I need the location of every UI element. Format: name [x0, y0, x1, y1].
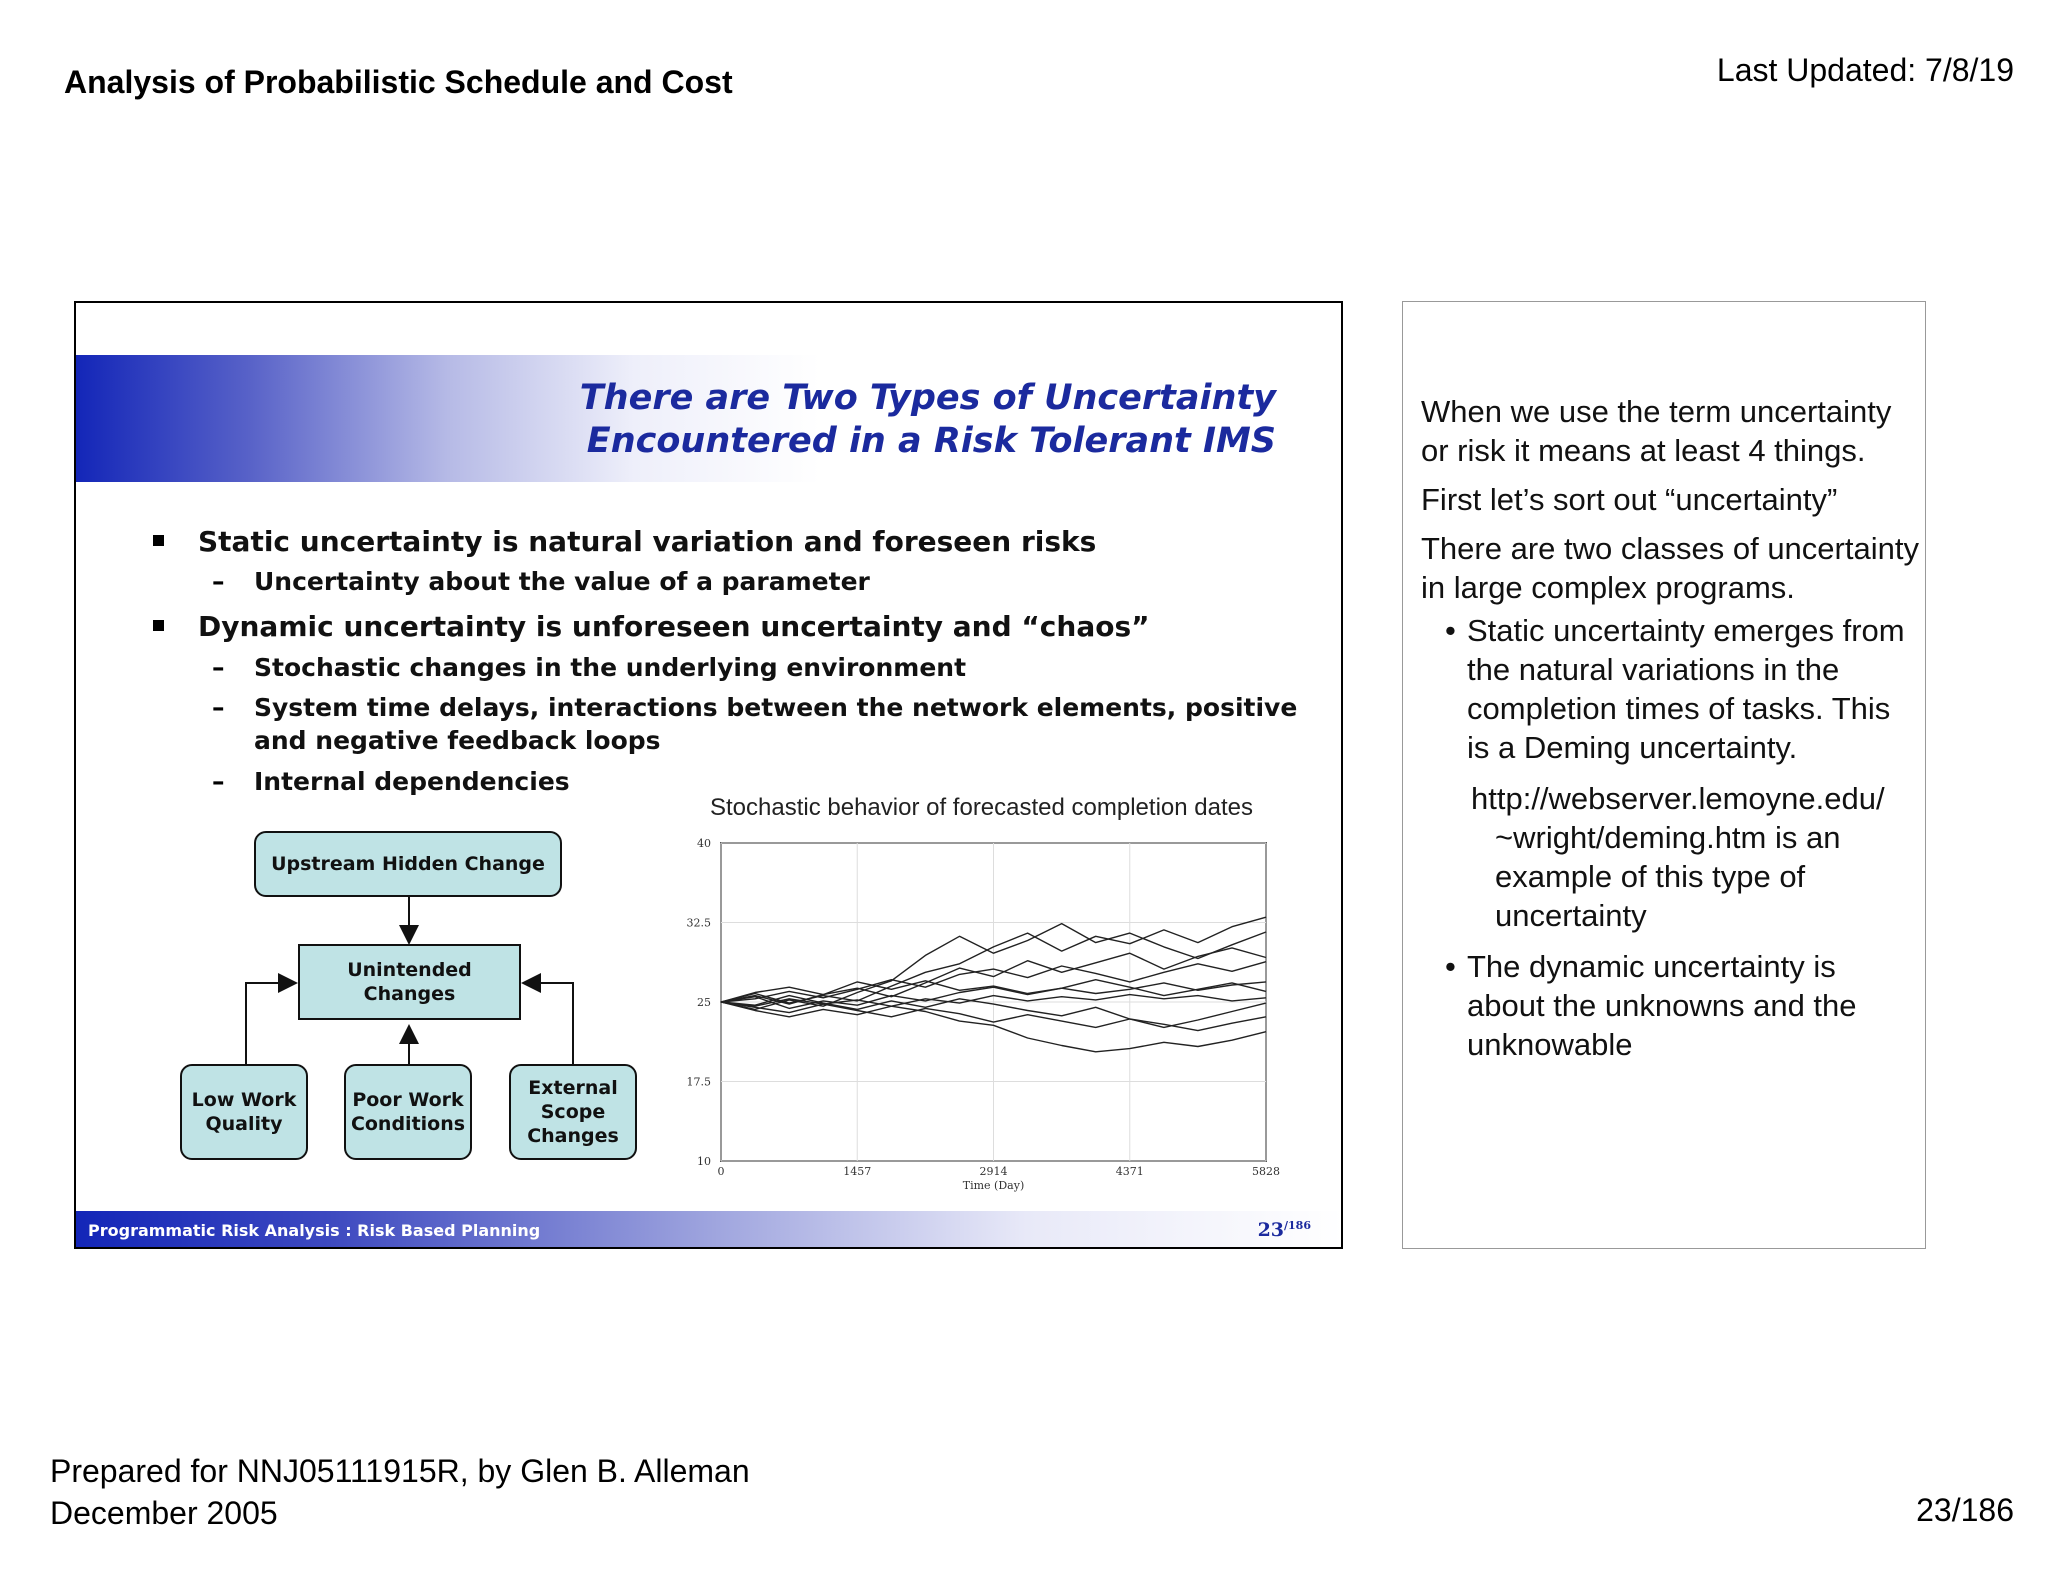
dash-marker: –	[212, 693, 225, 722]
x-axis-label: Time (Day)	[962, 1179, 1025, 1192]
y-tick-label: 25	[697, 996, 711, 1009]
speaker-notes-panel	[1402, 301, 1926, 1249]
y-tick-label: 32.5	[686, 916, 711, 930]
sub-bullet-delays: System time delays, interactions between the network elements, positive	[254, 693, 1298, 722]
x-tick-label: 5828	[1252, 1165, 1280, 1178]
sub-bullet-internal: Internal dependencies	[254, 767, 570, 796]
prepared-for	[50, 1450, 750, 1534]
notes-bullet-static: • Static uncertainty emerges from the natural variations in the completion times of tasks. This is a Deming uncertainty.	[1445, 613, 1905, 765]
notes-list	[1421, 611, 1921, 1064]
slide-footer-page: $23^{/186}$	[1257, 1219, 1311, 1241]
notes-paragraph-1: When we use the term uncertainty or risk it means at least 4 things.	[1421, 394, 1892, 468]
slide-footer-band	[76, 1211, 1343, 1249]
slide-title-line-2: Encountered in a Risk Tolerant IMS	[586, 421, 1276, 461]
slide-footer-text: Programmatic Risk Analysis : Risk Based Planning	[88, 1221, 541, 1240]
slide-image	[74, 301, 1343, 1249]
chart-title: Stochastic behavior of forecasted completion dates	[710, 794, 1253, 821]
x-tick-label: 2914	[979, 1165, 1008, 1178]
bullet-static: Static uncertainty is natural variation and foreseen risks	[198, 525, 1097, 558]
chart-plot	[686, 823, 1343, 1203]
flowchart-poor-work-conditions: Poor Work Conditions	[344, 1064, 472, 1160]
sub-bullet-parameter: Uncertainty about the value of a parameter	[254, 567, 870, 596]
document-title: Analysis of Probabilistic Schedule and Cost	[64, 64, 733, 100]
dash-marker: –	[212, 653, 225, 682]
dash-marker: –	[212, 567, 225, 596]
notes-paragraph-3: There are two classes of uncertainty in large complex programs.	[1421, 531, 1919, 605]
last-updated: Last Updated: 7/8/19	[1716, 52, 2014, 88]
flowchart-external-scope-changes: External Scope Changes	[509, 1064, 637, 1160]
notes-bullet-dynamic: • The dynamic uncertainty is about the unknowns and the unknowable	[1445, 949, 1857, 1062]
slide-title-line-1: There are Two Types of Uncertainty	[579, 378, 1276, 418]
flowchart-upstream-hidden-change: Upstream Hidden Change	[254, 831, 562, 897]
flowchart-unintended-changes: Unintended Changes	[298, 944, 521, 1020]
sub-bullet-delays-cont: and negative feedback loops	[254, 726, 661, 755]
y-tick-label: 17.5	[686, 1075, 711, 1089]
dash-marker: –	[212, 767, 225, 796]
page-number: 23/186	[1916, 1492, 2014, 1528]
flowchart-low-work-quality: Low Work Quality	[180, 1064, 308, 1160]
notes-paragraph-2: First let’s sort out “uncertainty”	[1421, 482, 1838, 517]
notes-deming-link[interactable]: http://webserver.lemoyne.edu/ ~wright/deming.htm is an example of this type of uncertainty	[1471, 781, 1885, 933]
sub-bullet-stochastic: Stochastic changes in the underlying environment	[254, 653, 967, 682]
bullet-dynamic: Dynamic uncertainty is unforeseen uncertainty and “chaos”	[198, 610, 1150, 643]
x-tick-label: 1457	[843, 1165, 872, 1178]
y-tick-label: 10	[697, 1155, 711, 1168]
x-tick-label: 4371	[1115, 1165, 1144, 1178]
prepared-line-1: Prepared for NNJ05111915R, by Glen B. Alleman	[50, 1453, 750, 1489]
x-tick-label: 0	[717, 1165, 725, 1178]
prepared-line-2: December 2005	[50, 1495, 278, 1531]
y-tick-label: 40	[697, 837, 711, 850]
